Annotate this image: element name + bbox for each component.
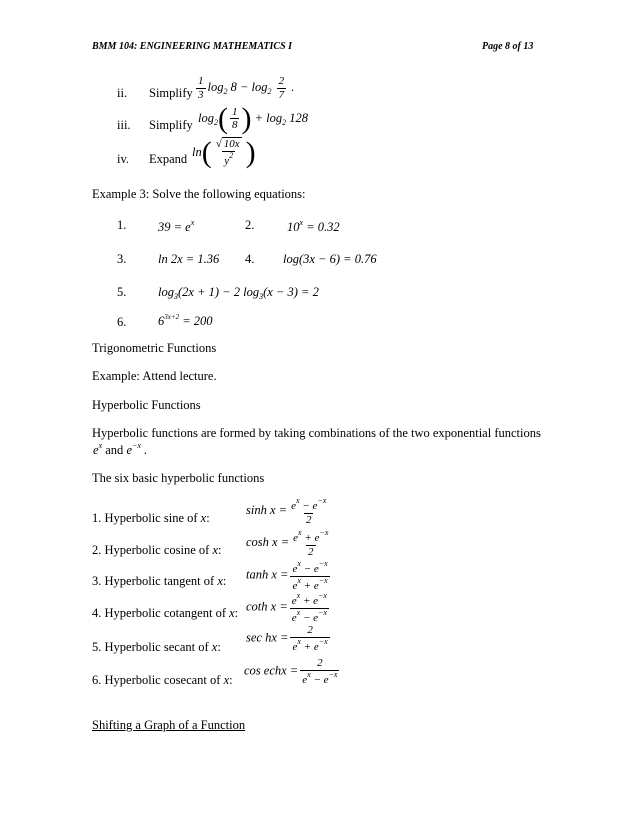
exp-functions-line: $e^x$ and $e^{-x}$ .: [93, 441, 148, 457]
item-iv-expression: ln( $\frac{√ 10x}{y^2}$ ): [192, 136, 256, 169]
example-3-title: Example 3: Solve the following equations:: [92, 187, 306, 201]
trig-example: Example: Attend lecture.: [92, 369, 217, 383]
eq-3-number: 3.: [117, 252, 127, 266]
item-ii-number: ii.: [117, 86, 128, 100]
tanh-label: 3. Hyperbolic tangent of x:: [92, 574, 227, 588]
csch-label: 6. Hyperbolic cosecant of x:: [92, 673, 233, 687]
item-iv-verb: Expand: [149, 152, 188, 166]
coth-formula: coth x = $\frac{e^x + e^{-x}}{e^x - e^{-x}}$: [246, 591, 327, 624]
tanh-formula: tanh x = $\frac{e^x - e^{-x}}{e^x + e^{-x}}$: [246, 559, 328, 592]
eq-3: ln 2x = 1.36: [158, 252, 220, 266]
trig-heading: Trigonometric Functions: [92, 341, 217, 355]
eq-1-number: 1.: [117, 218, 127, 232]
eq-1: $39 = e^x$: [158, 218, 195, 234]
item-iii-expression: $\log_2$( $\frac{1}{8}$ ) + $\log_2 128$: [198, 102, 309, 135]
coth-label: 4. Hyperbolic cotangent of x:: [92, 606, 239, 620]
item-ii-expression: $\frac{1}{3}$ $\log_2 8 - \log_2$ $\frac{2}{7}$ .: [198, 75, 295, 101]
sech-label: 5. Hyperbolic secant of x:: [92, 640, 221, 654]
cosh-label: 2. Hyperbolic cosine of x:: [92, 543, 222, 557]
item-iv-number: iv.: [117, 152, 130, 166]
shifting-heading: Shifting a Graph of a Function: [92, 718, 246, 732]
eq-5: $\log_3(2x + 1) - 2$ $\log_3(x - 3) = 2$: [158, 285, 319, 301]
eq-2: $10^x = 0.32$: [287, 218, 340, 234]
and-text: and: [105, 443, 124, 457]
item-ii-verb: Simplify: [149, 86, 193, 100]
eq-6: $6^{3x+2} = 200$: [158, 313, 213, 328]
sinh-label: 1. Hyperbolic sine of x:: [92, 511, 210, 525]
hyperbolic-heading: Hyperbolic Functions: [92, 398, 201, 412]
cosh-formula: cosh x = $\frac{e^x + e^{-x}}{2}$: [246, 528, 329, 558]
header-page-number: Page 8 of 13: [482, 41, 534, 52]
six-basic-heading: The six basic hyperbolic functions: [92, 471, 265, 485]
eq-6-number: 6.: [117, 315, 127, 329]
hyperbolic-intro: Hyperbolic functions are formed by taking combinations of the two exponential functions: [92, 426, 541, 440]
eq-2-number: 2.: [245, 218, 255, 232]
eq-4-number: 4.: [245, 252, 255, 266]
eq-5-number: 5.: [117, 285, 127, 299]
header-course-title: BMM 104: ENGINEERING MATHEMATICS I: [92, 41, 293, 52]
item-iii-verb: Simplify: [149, 118, 193, 132]
eq-4: log(3x − 6) = 0.76: [283, 252, 377, 266]
sech-formula: sec hx = $\frac{2}{e^x + e^{-x}}$: [246, 624, 328, 653]
item-iii-number: iii.: [117, 118, 131, 132]
sinh-formula: sinh x = $\frac{e^x - e^{-x}}{2}$: [246, 496, 327, 526]
csch-formula: cos echx = $\frac{2}{e^x - e^{-x}}$: [244, 657, 338, 686]
